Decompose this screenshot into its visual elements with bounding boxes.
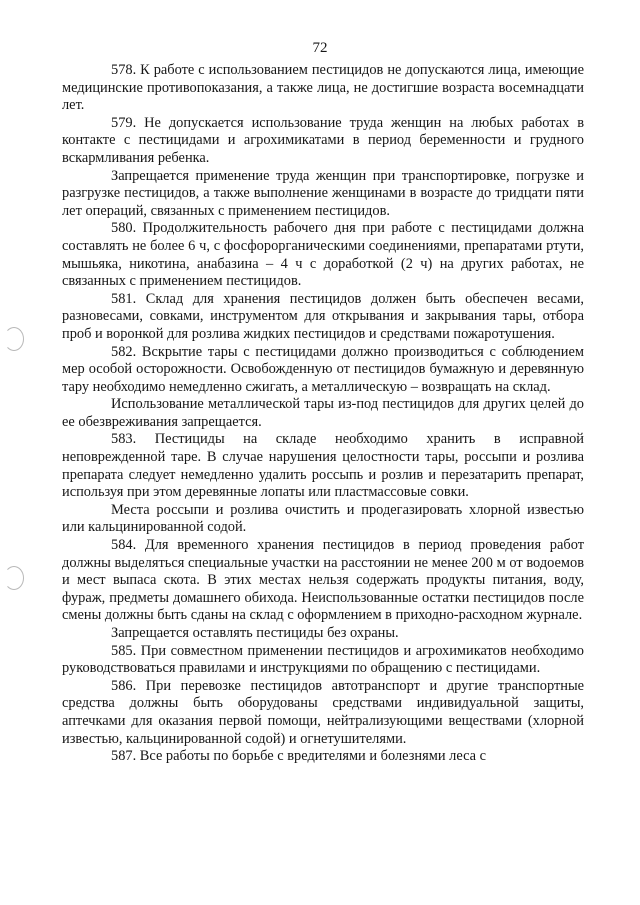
paragraph-579-continued: Запрещается применение труда женщин при транспортировке, погрузке и разгрузке пестицидов, а также выполнение женщинами в возрасте до тридцати пяти лет операций, связанных с применением пестицидов. xyxy=(62,167,584,219)
paragraph-583: 583. Пестициды на складе необходимо хранить в исправной неповрежденной таре. В случае нарушения целостности тары, россыпи и розлива препарата следует немедленно удалить россыпь и розлив и перезатарить препарат, используя при этом деревянные лопаты или пластмассовые совки. xyxy=(62,431,584,501)
document-body xyxy=(62,62,584,766)
paragraph-584: 584. Для временного хранения пестицидов в период проведения работ должны выделяться специальные участки на расстоянии не менее 200 м от водоемов и мест выпаса скота. В этих местах нельзя содержать продукты питания, воду, фураж, предметы домашнего обихода. Неиспользованные остатки пестицидов после смены должны быть сданы на склад с оформлением в приходно-расходном журнале. xyxy=(62,537,584,624)
paragraph-582: 582. Вскрытие тары с пестицидами должно производиться с соблюдением мер особой осторожности. Освобожденную от пестицидов бумажную и деревянную тару необходимо немедленно сжигать, а металлическую – возвращать на склад. xyxy=(62,343,584,395)
paragraph-584-continued: Запрещается оставлять пестициды без охраны. xyxy=(111,625,399,641)
paragraph-586: 586. При перевозке пестицидов автотранспорт и другие транспортные средства должны быть оборудованы средствами индивидуальной защиты, аптечками для оказания первой помощи, нейтрализующими веществами (хлорной известью, кальцинированной содой) и огнетушителями. xyxy=(62,677,584,747)
paragraph-583-continued: Места россыпи и розлива очистить и продегазировать хлорной известью или кальцинированной содой. xyxy=(62,501,584,536)
paragraph-579: 579. Не допускается использование труда женщин на любых работах в контакте с пестицидами и агрохимикатами в период беременности и грудного вскармливания ребенка. xyxy=(62,114,584,166)
punch-hole-mark-upper xyxy=(4,327,24,351)
paragraph-581: 581. Склад для хранения пестицидов должен быть обеспечен весами, разновесами, совками, инструментом для открывания и закрывания тары, отбора проб и воронкой для розлива жидких пестицидов и средствами пожаротушения. xyxy=(62,290,584,342)
paragraph-585: 585. При совместном применении пестицидов и агрохимикатов необходимо руководствоваться правилами и инструкциями по обращению с пестицидами. xyxy=(62,642,584,677)
paragraph-582-continued: Использование металлической тары из-под пестицидов для других целей до ее обезвреживания запрещается. xyxy=(62,396,584,430)
page-number: 72 xyxy=(312,40,328,56)
paragraph-587: 587. Все работы по борьбе с вредителями и болезнями леса с xyxy=(111,748,486,765)
paragraph-580: 580. Продолжительность рабочего дня при работе с пестицидами должна составлять не более 6 ч, с фосфорорганическими соединениями, препаратами ртути, мышьяка, никотина, анабазина – 4 ч с доработкой (2 ч) на других работах, не связанных с применением пестицидов. xyxy=(62,220,584,290)
punch-hole-mark-lower xyxy=(4,566,24,590)
paragraph-578: 578. К работе с использованием пестицидов не допускаются лица, имеющие медицинские противопоказания, а также лица, не достигшие возраста восемнадцати лет. xyxy=(62,62,584,114)
